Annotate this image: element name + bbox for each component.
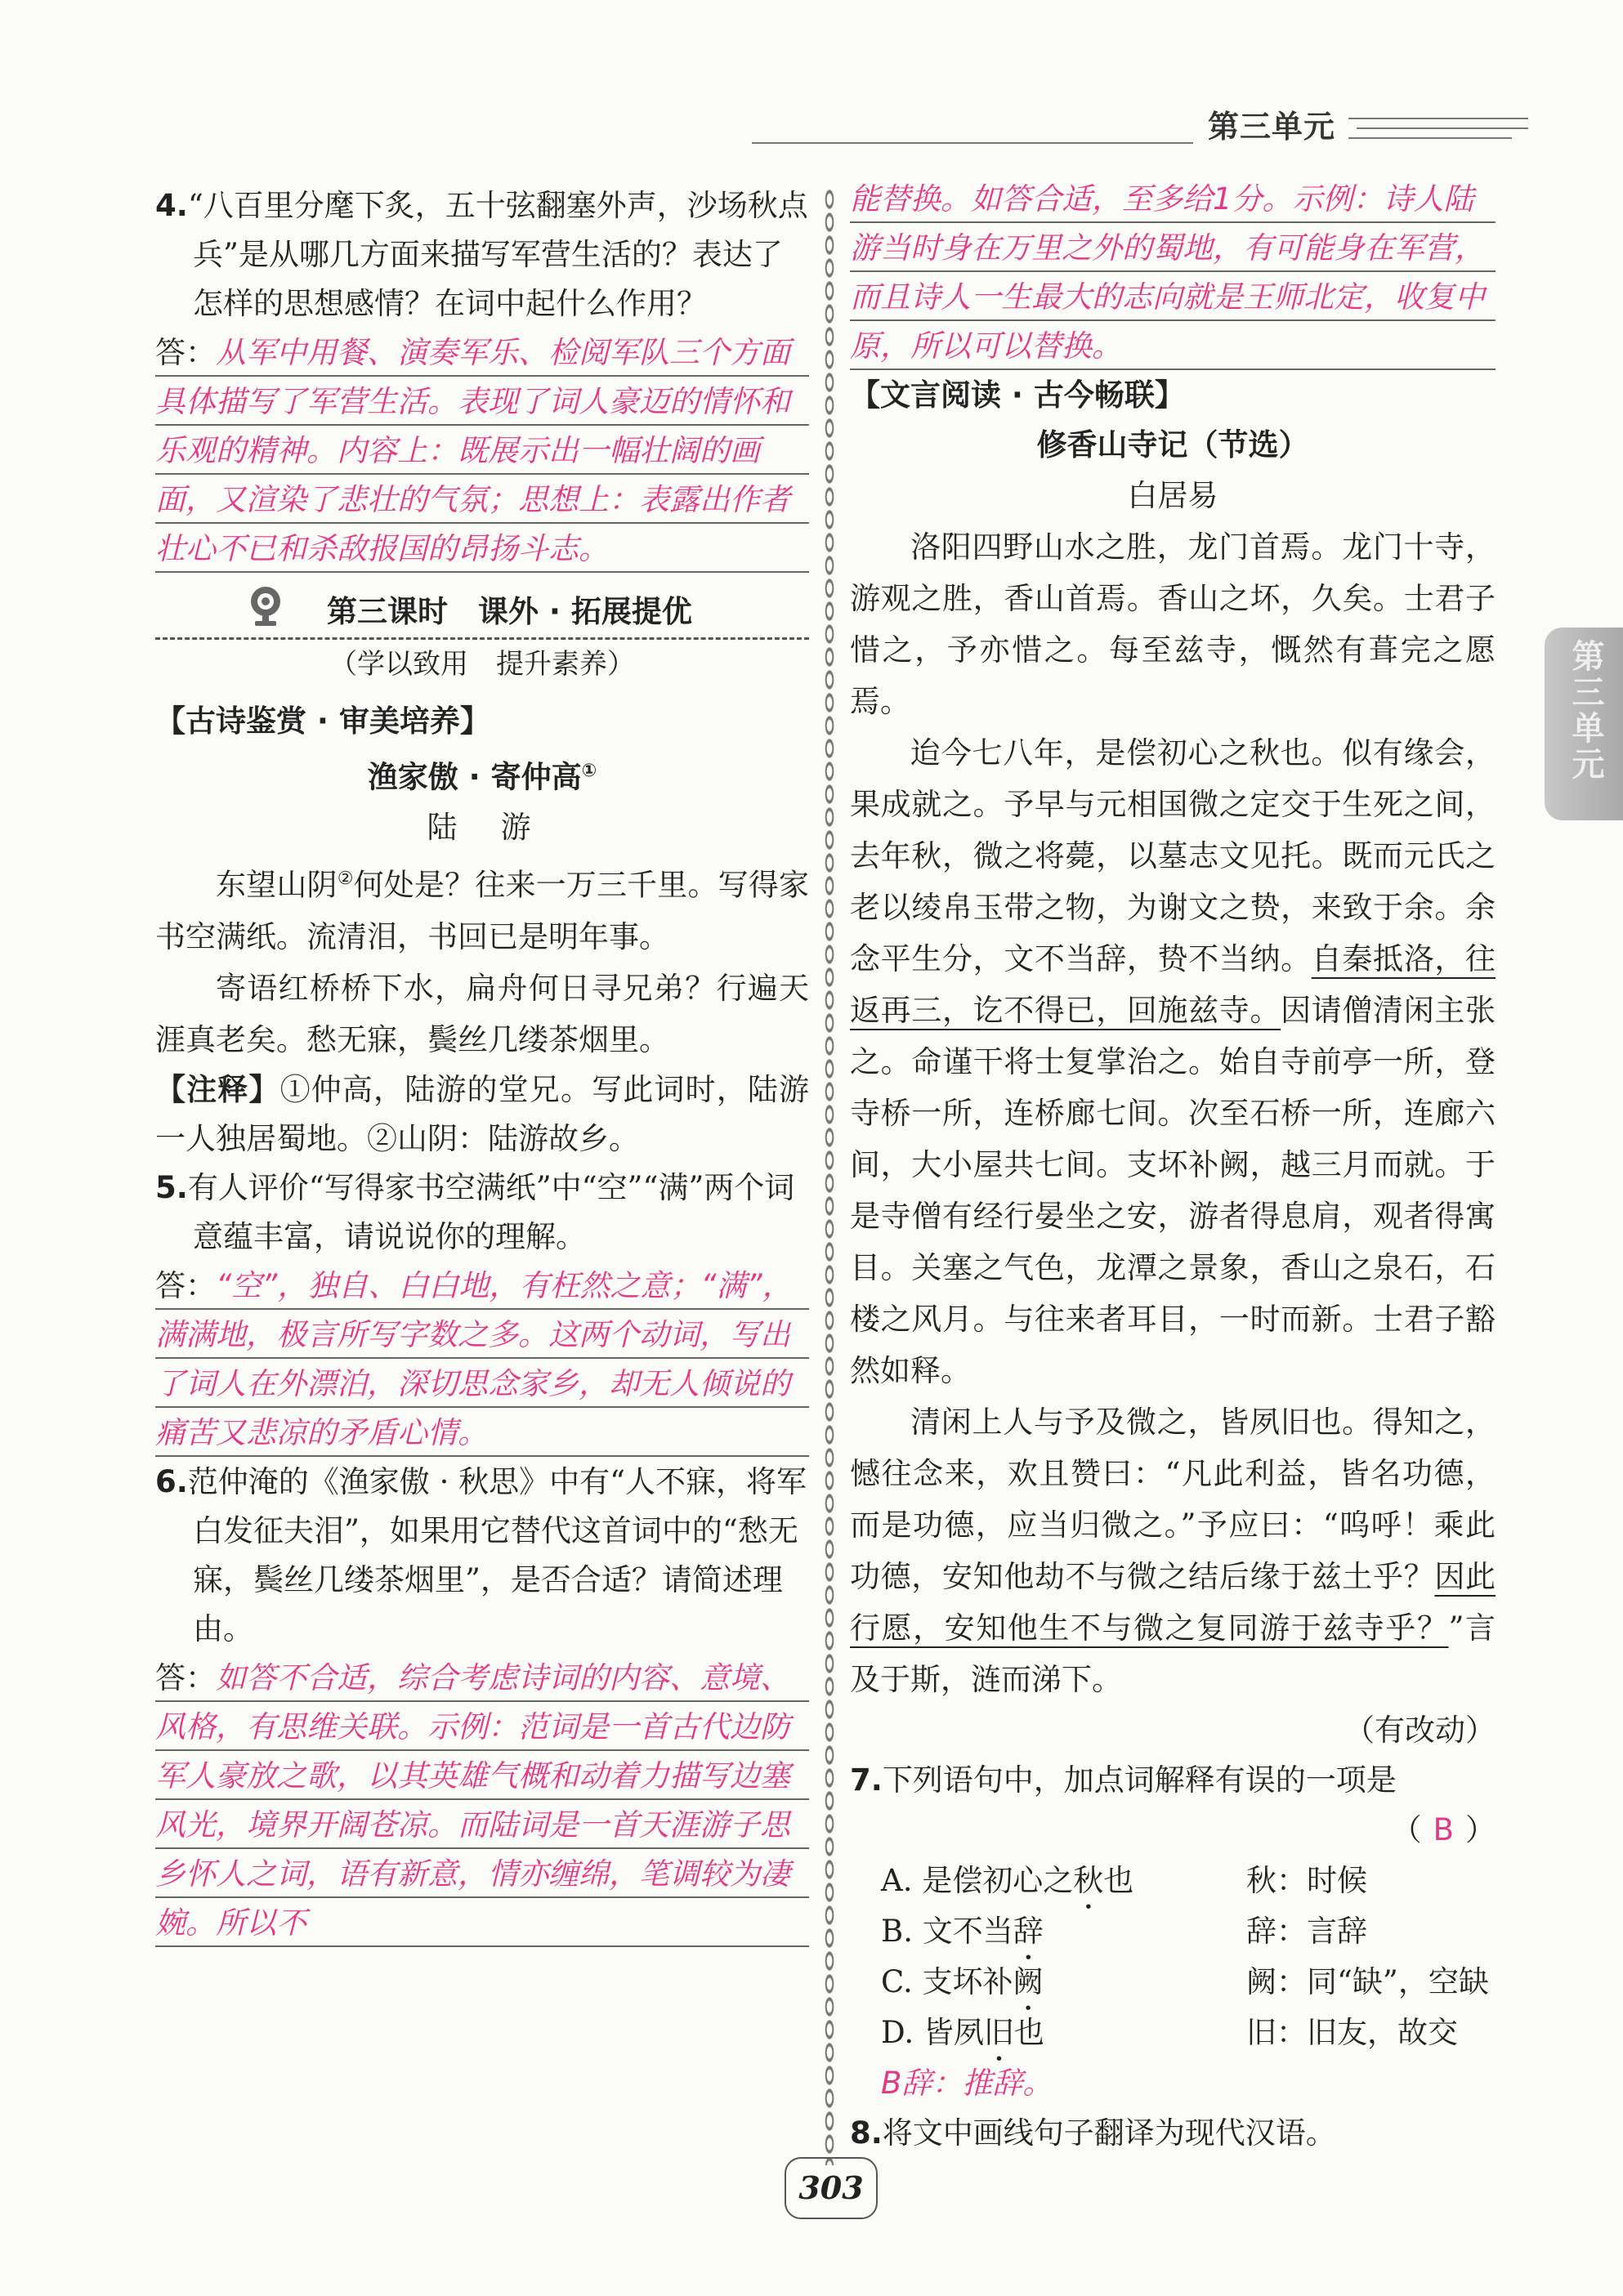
question-number: 5.: [155, 1169, 188, 1205]
question-text: 下列语句中，加点词解释有误的一项是: [882, 1762, 1397, 1798]
answer-bracket: [850, 1805, 1496, 1856]
option-sentence: [881, 2008, 1044, 2068]
essay-text: 清闲上人与予及微之，皆夙旧也。得知之，憾往念来，欢且赞曰：“凡此利益，皆名功德，而是功德，应当归微之。”予应曰：“呜呼！乘此功德，安知他劫不与微之结后缘于兹土乎？: [850, 1405, 1496, 1594]
question-8: [850, 2109, 1496, 2158]
answer-6: [155, 1654, 809, 1948]
question-number: 4.: [155, 188, 188, 223]
question-number: 8.: [850, 2115, 883, 2151]
answer-text: 能替换。如答合适，至多给1分。示例：诗人陆游当时身在万里之外的蜀地，有可能身在军营，而且诗人一生最大的志向就是王师北定，收复中原，所以可以替换。: [850, 181, 1485, 364]
side-tab-label: 第三单元: [1567, 639, 1604, 783]
question-5: [155, 1164, 809, 1262]
essay-text: 因请僧清闲主张之。命谨干将士复掌治之。始自寺前亭一所，登寺桥一所，连桥廊七间。次至石桥一所，连廊六间，大小屋共七间。支坏补阙，越三月而就。于是寺僧有经行晏坐之安，游者得息肩，观者得寓目。关塞之气色，龙潭之景象，香山之泉石，石楼之风月。与往来者耳目，一时而新。士君子豁然如释。: [850, 993, 1496, 1388]
lesson-heading: [155, 578, 809, 636]
question-6: [155, 1458, 809, 1654]
poem-line-b: 何处是？往来一万三千里。写得家书空满纸。流清泪，书回已是明年事。: [155, 867, 809, 954]
option-text: 也: [1013, 2015, 1044, 2050]
option-explanation: 秋：时候: [1246, 1863, 1367, 1898]
essay-paragraph-2: [850, 727, 1496, 1396]
answer-text: “空”，独自、白白地，有枉然之意；“满”，满满地，极言所写字数之多。这两个动词，写出了词人在外漂泊，深切思念家乡，却无人倾说的痛苦又悲凉的矛盾心情。: [155, 1267, 793, 1450]
essay-author: 白居易: [1127, 478, 1218, 513]
poem-title-note: ①: [581, 761, 597, 781]
header-rule-deco-2: [1357, 127, 1528, 129]
essay-text: ”言及于斯，涟而涕下。: [850, 1610, 1496, 1697]
poem-title-text: 渔家傲 · 寄仲高: [367, 759, 582, 795]
question-7: [850, 1756, 1496, 1805]
poem-stanza-1: [155, 853, 809, 962]
essay-paragraph-3: [850, 1396, 1496, 1705]
question-text: 将文中画线句子翻译为现代汉语。: [882, 2115, 1336, 2151]
answer-label: 答：: [155, 335, 216, 370]
choice-answer: B: [1433, 1812, 1454, 1847]
notes-label: 【注释】: [155, 1071, 280, 1107]
underlined-sentence-2: 因此行愿，安知他生不与微之复同游于兹寺乎？: [850, 1559, 1496, 1646]
question-text: 范仲淹的《渔家傲 · 秋思》中有“人不寐，将军白发征夫泪”，如果用它替代这首词中的“愁无寐，鬓丝几缕茶烟里”，是否合适？请简述理由。: [187, 1463, 807, 1646]
page-header: [752, 96, 1569, 162]
option-text: B. 文不当: [881, 1914, 1013, 1949]
notes-text: ①仲高，陆游的堂兄。写此词时，陆游一人独居蜀地。②山阴：陆游故乡。: [155, 1071, 810, 1156]
option-text: 也: [1103, 1863, 1134, 1898]
header-rule-deco-1: [1348, 118, 1528, 119]
right-column: [850, 175, 1496, 2158]
poem-author: 陆 游: [427, 810, 538, 846]
answer-label: 答：: [155, 1659, 216, 1695]
poem-note-marker: ②: [337, 869, 354, 890]
option-text: A. 是偿初心之: [881, 1863, 1074, 1898]
classical-section-heading: 【文言阅读 · 古今畅联】: [850, 377, 1185, 413]
lesson-title: 第三课时 课外 · 拓展提优: [327, 594, 692, 629]
underlined-sentence-1: 自秦抵洛，往返再三，讫不得已，回施兹寺。: [850, 941, 1496, 1028]
essay-paragraph-1: 洛阳四野山水之胜，龙门首焉。龙门十寺，游观之胜，香山首焉。香山之坏，久矣。士君子惜之，予亦惜之。每至兹寺，慨然有葺完之愿焉。: [850, 529, 1496, 719]
unit-title: 第三单元: [1208, 109, 1336, 145]
option-text: C. 支坏补: [881, 1964, 1013, 1999]
question-number: 7.: [850, 1762, 883, 1798]
poem-title: [155, 746, 809, 802]
option-explanation: 辞：言辞: [1246, 1914, 1367, 1949]
option-text: D. 皆夙: [881, 2015, 984, 2050]
dotted-word: 旧: [983, 2015, 1014, 2050]
option-d: [850, 2008, 1496, 2058]
answer-text: 从军中用餐、演奏军乐、检阅军队三个方面具体描写了军营生活。表现了词人豪迈的情怀和乐观的精神。内容上：既展示出一幅壮阔的画面，又渲染了悲壮的气氛；思想上：表露出作者壮心不已和杀敌报国的昂扬斗志。: [155, 335, 790, 566]
poem-section-heading: 【古诗鉴赏 · 审美培养】: [155, 704, 490, 739]
option-c: [850, 1957, 1496, 2008]
option-b: [850, 1906, 1496, 1957]
adapted-note: （有改动）: [1344, 1713, 1496, 1748]
header-rule-deco-3: [1348, 137, 1512, 139]
left-column: [155, 181, 809, 1948]
side-unit-tab: [1545, 628, 1623, 820]
dotted-word: 辞: [1013, 1914, 1044, 1949]
column-divider: [820, 188, 839, 2165]
question-number: 6.: [155, 1463, 188, 1499]
page-number: 303: [785, 2157, 878, 2219]
answer-explanation-7: B辞：推辞。: [881, 2066, 1053, 2101]
dotted-word: 阙: [1013, 1964, 1044, 1999]
answer-6-continued: [850, 175, 1496, 371]
lesson-subtitle: （学以致用 提升素养）: [329, 648, 635, 681]
poem-line-a: 东望山阴: [216, 867, 338, 903]
poem-notes: [155, 1065, 809, 1164]
poem-stanza-2: 寄语红桥桥下水，扁舟何日寻兄弟？行遍天涯真老矣。愁无寐，鬓丝几缕茶烟里。: [155, 970, 809, 1057]
option-explanation: 旧：旧友，故交: [1246, 2015, 1458, 2050]
option-a: [850, 1856, 1496, 1906]
question-text: 有人评价“写得家书空满纸”中“空”“满”两个词意蕴丰富，请说说你的理解。: [187, 1169, 795, 1254]
paren-close: ）: [1465, 1812, 1496, 1847]
header-rule: [752, 142, 1193, 144]
essay-title: 修香山寺记（节选）: [1036, 427, 1309, 462]
dotted-word: 秋: [1073, 1863, 1104, 1898]
answer-5: [155, 1262, 809, 1458]
answer-text: 如答不合适，综合考虑诗词的内容、意境、风格，有思维关联。示例：范词是一首古代边防军人豪放之歌，以其英雄气概和动着力描写边塞风光，境界开阔苍凉。而陆词是一首天涯游子思乡怀人之词，语有新意，情亦缠绵，笔调较为凄婉。所以不: [155, 1659, 790, 1941]
answer-label: 答：: [155, 1267, 216, 1303]
question-4: [155, 181, 809, 328]
answer-4: [155, 328, 809, 574]
essay-text: 迨今七八年，是偿初心之秋也。似有缘会，果成就之。予早与元相国微之定交于生死之间，去年秋，微之将薨，以墓志文见托。既而元氏之老以绫帛玉带之物，为谢文之贽，来致于余。余念平生分，文不当辞，贽不当纳。: [850, 735, 1496, 976]
paren-open: （: [1391, 1812, 1422, 1847]
trophy-icon: [245, 583, 286, 628]
option-explanation: 阙：同“缺”，空缺: [1246, 1964, 1489, 1999]
question-text: “八百里分麾下炙，五十弦翻塞外声，沙场秋点兵”是从哪几方面来描写军营生活的？表达了怎样的思想感情？在词中起什么作用？: [187, 188, 808, 321]
